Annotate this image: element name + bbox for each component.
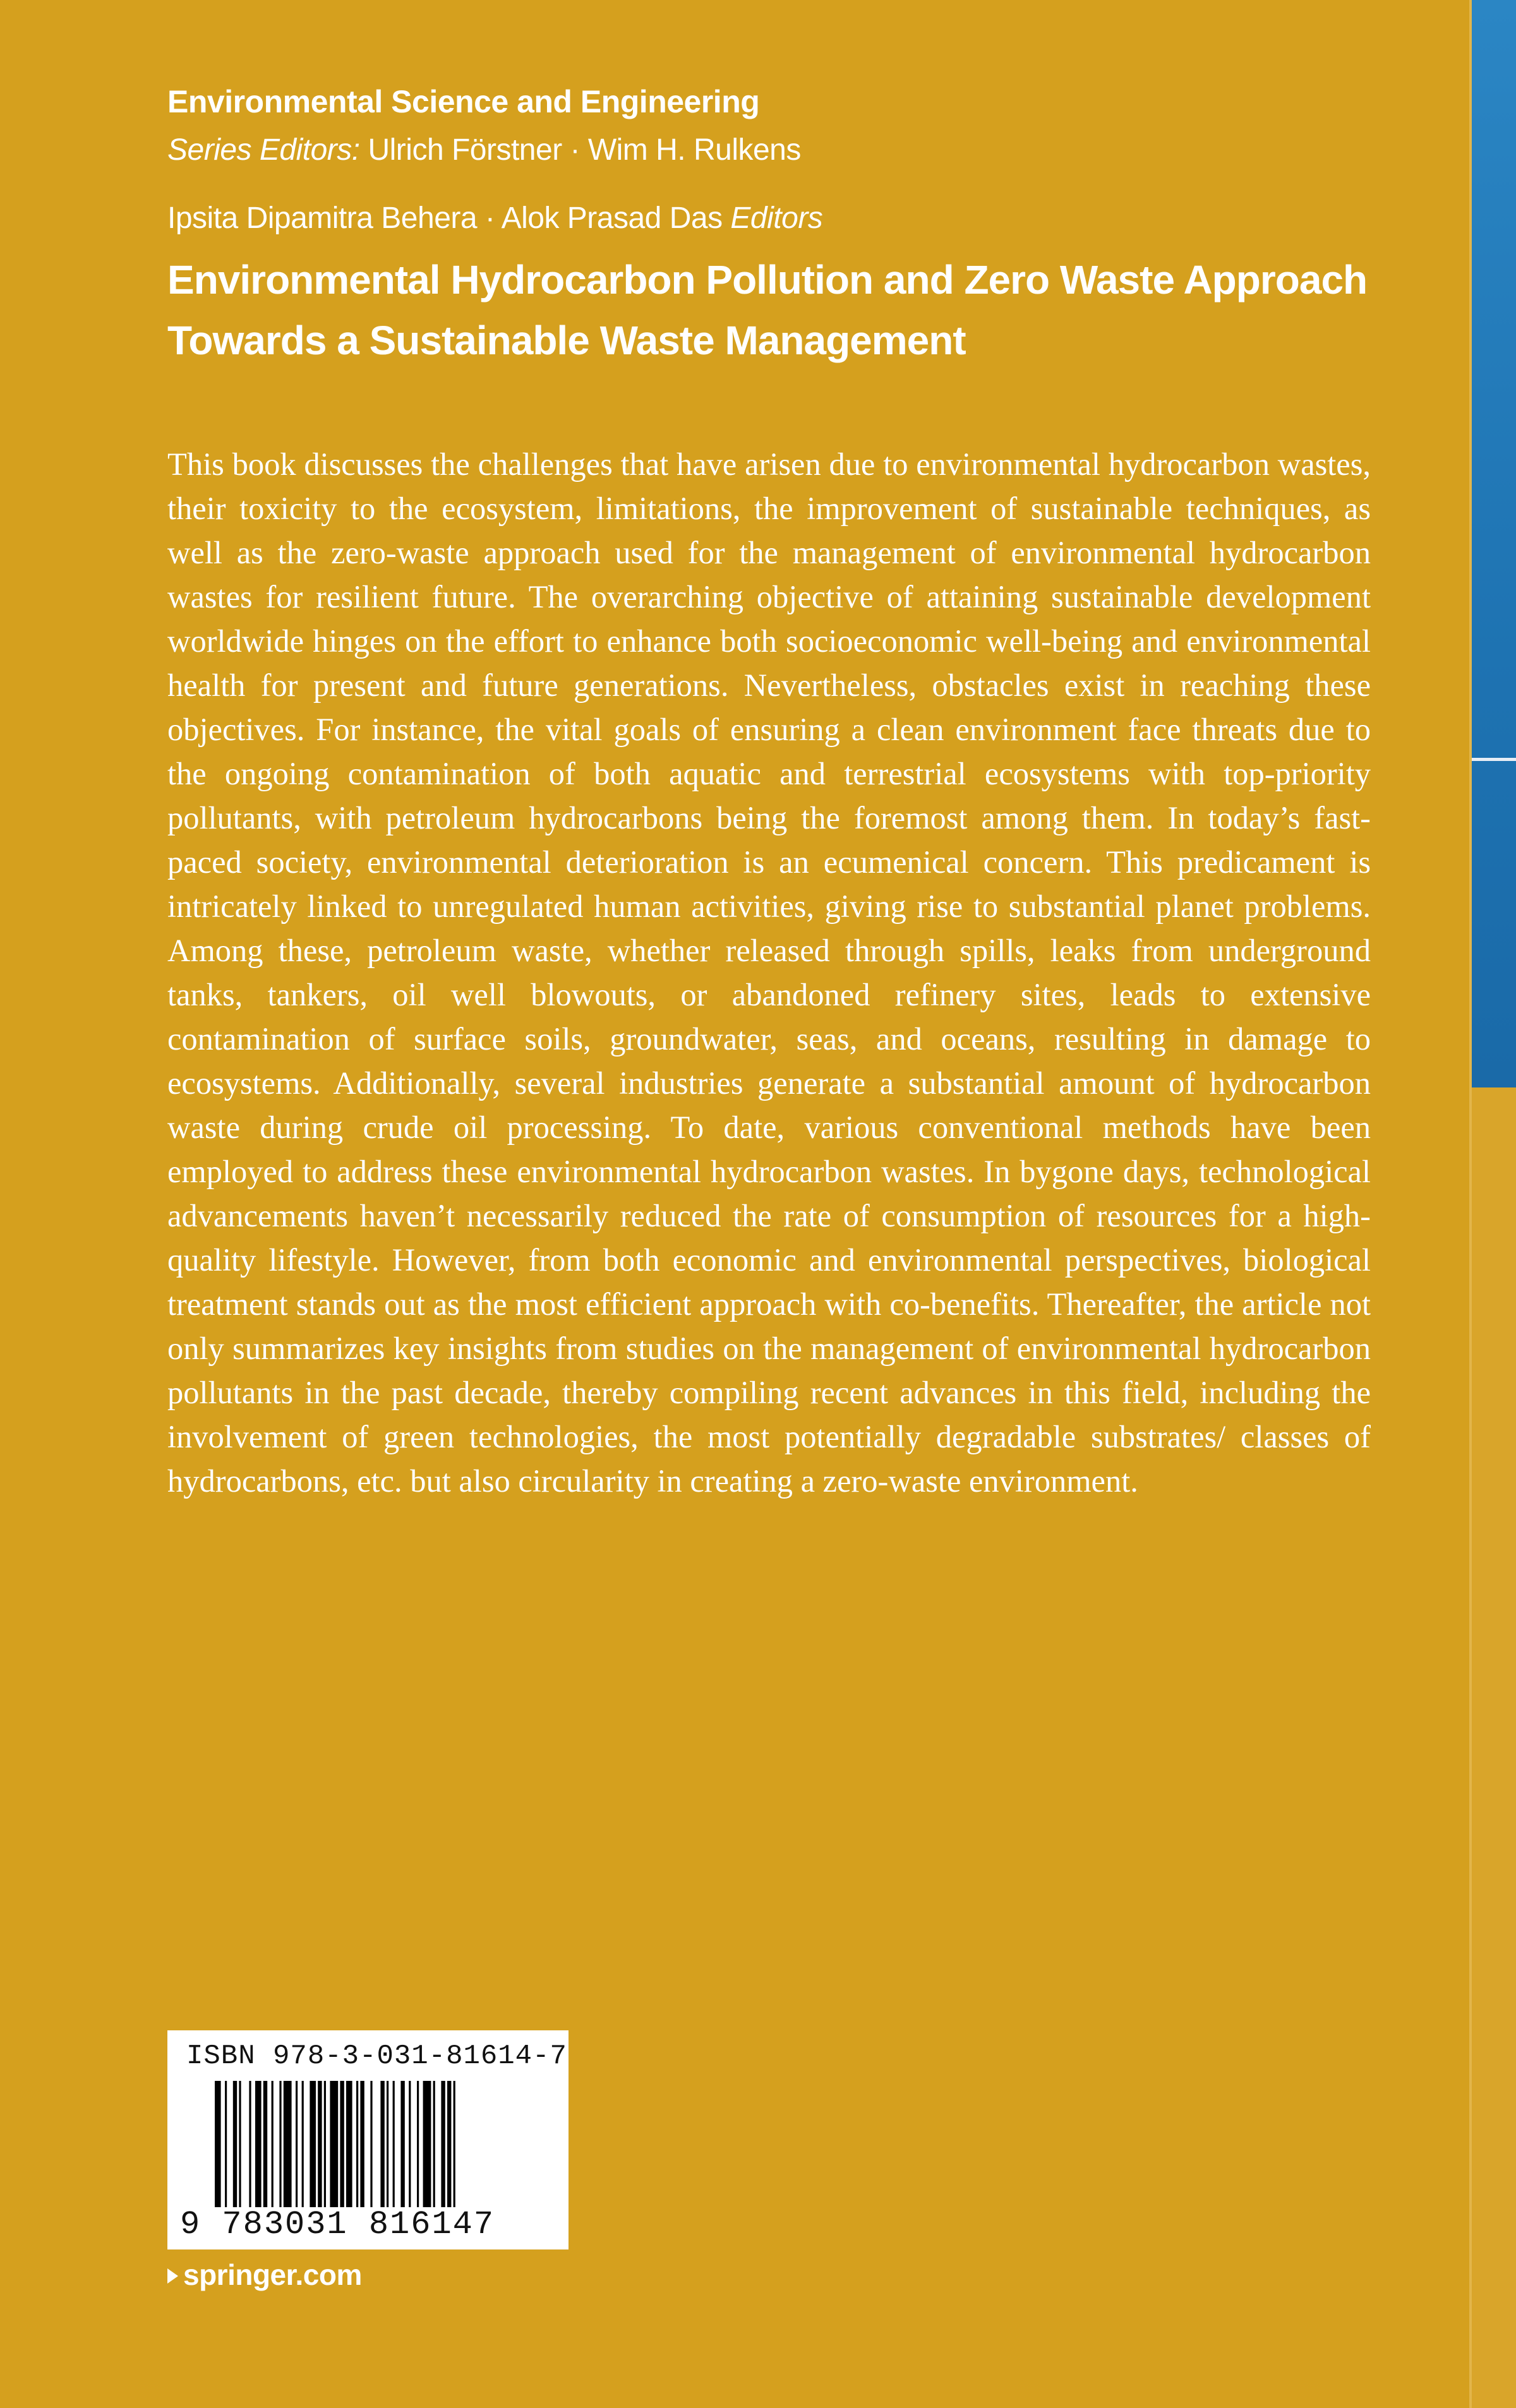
series-editors-names: Ulrich Förstner · Wim H. Rulkens [359,133,801,167]
book-editors-names: Ipsita Dipamitra Behera · Alok Prasad Das [167,201,731,235]
isbn-label: ISBN 978-3-031-81614-7 [186,2040,567,2072]
series-title: Environmental Science and Engineering [167,84,760,119]
barcode-digits: 9 783031 816147 [180,2206,495,2243]
spine-lower-band [1472,1087,1516,2408]
book-description: This book discusses the challenges that have arisen due to environmental hydrocarbon wastes, their toxicity to the ecosystem, limitations, the improvement of sustainable techniques, as well as the zero-waste approach used for the management of environmental hydrocarbon wastes for resilient future. The overarching objective of attaining sustainable development worldwide hinges on the effort to enhance both socioeconomic well-being and environmental health for present and future generations. Nevertheless, obstacles exist in reaching these objectives. For instance, the vital goals of ensuring a clean environment face threats due to the ongoing contamination of both aquatic and terrestrial ecosystems with top-priority pollutants, with petroleum hydrocarbons being the foremost among them. In today’s fast-paced society, environmental deterioration is an ecumenical concern. This predicament is intricately linked to unregulated human activities, giving rise to substantial planet problems. Among these, petroleum waste, whether released through spills, leaks from underground tanks, tankers, oil well blowouts, or abandoned refinery sites, leads to extensive contamination of surface soils, groundwater, seas, and oceans, resulting in damage to ecosystems. Additionally, several industries generate a substantial amount of hydrocarbon waste during crude oil processing. To date, various conventional methods have been employed to address these environmental hydrocarbon wastes. In bygone days, technological advancements haven’t necessarily reduced the rate of consumption of resources for a high-quality lifestyle. However, from both economic and environmental perspectives, biological treatment stands out as the most efficient approach with co-benefits. Thereafter, the article not only summarizes key insights from studies on the management of environmental hydrocarbon pollutants in the past decade, thereby compiling recent advances in this field, including the involvement of green technologies, the most potentially degradable substrates/ classes of hydrocarbons, etc. but also circularity in creating a zero-waste environment. [167,446,1371,1499]
publisher-link[interactable] [167,2258,362,2292]
book-title-line-1: Environmental Hydrocarbon Pollution and Zero Waste Approach [167,257,1368,302]
spine-divider-line [1472,758,1516,761]
publisher-link-text: springer.com [183,2258,362,2291]
book-editors [167,201,822,236]
series-editors-label: Series Editors: [167,133,360,167]
book-editors-label: Editors [730,201,823,235]
isbn-barcode [167,2030,568,2249]
barcode-bars [215,2081,556,2207]
spine-blue-band [1472,0,1516,1087]
series-editors [167,133,801,167]
book-title-line-2: Towards a Sustainable Waste Management [167,318,966,363]
book-title [167,249,1431,371]
arrow-right-icon [167,2268,178,2284]
